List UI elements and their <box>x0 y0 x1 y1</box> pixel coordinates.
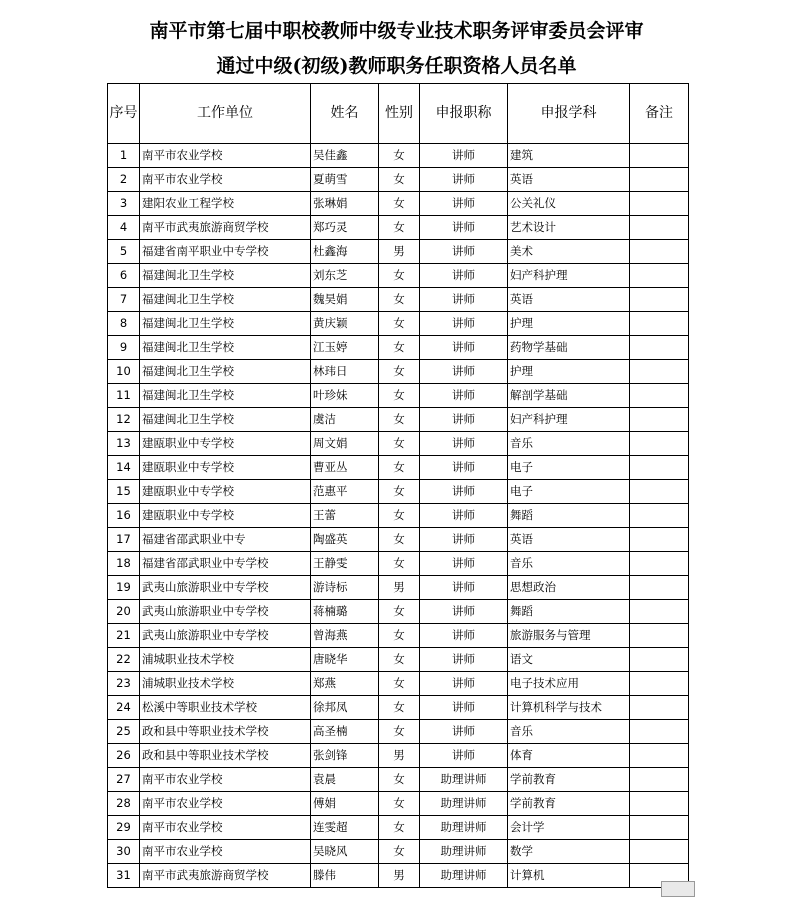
cell-gender: 女 <box>379 696 420 720</box>
cell-title: 讲师 <box>420 720 508 744</box>
cell-unit: 建瓯职业中专学校 <box>140 456 311 480</box>
cell-gender: 女 <box>379 552 420 576</box>
cell-subject: 电子技术应用 <box>508 672 630 696</box>
cell-gender: 男 <box>379 576 420 600</box>
cell-subject: 体育 <box>508 744 630 768</box>
cell-index: 4 <box>108 216 140 240</box>
table-row <box>108 192 689 216</box>
table-row <box>108 552 689 576</box>
cell-remark <box>630 360 689 384</box>
cell-subject: 公关礼仪 <box>508 192 630 216</box>
table-row <box>108 168 689 192</box>
cell-remark <box>630 816 689 840</box>
cell-unit: 南平市武夷旅游商贸学校 <box>140 864 311 888</box>
cell-unit: 政和县中等职业技术学校 <box>140 744 311 768</box>
cell-subject: 英语 <box>508 288 630 312</box>
cell-title: 讲师 <box>420 144 508 168</box>
cell-remark <box>630 432 689 456</box>
header-title: 申报职称 <box>420 84 508 144</box>
cell-gender: 女 <box>379 288 420 312</box>
cell-gender: 女 <box>379 600 420 624</box>
cell-gender: 女 <box>379 384 420 408</box>
cell-name: 张琳娟 <box>311 192 379 216</box>
header-gender: 性别 <box>379 84 420 144</box>
cell-remark <box>630 408 689 432</box>
header-name: 姓名 <box>311 84 379 144</box>
cell-subject: 英语 <box>508 168 630 192</box>
cell-name: 袁晨 <box>311 768 379 792</box>
cell-subject: 音乐 <box>508 552 630 576</box>
cell-gender: 男 <box>379 744 420 768</box>
cell-subject: 护理 <box>508 312 630 336</box>
cell-unit: 福建省南平职业中专学校 <box>140 240 311 264</box>
cell-name: 魏昊娟 <box>311 288 379 312</box>
cell-name: 张剑锋 <box>311 744 379 768</box>
cell-unit: 武夷山旅游职业中专学校 <box>140 576 311 600</box>
cell-index: 9 <box>108 336 140 360</box>
cell-gender: 女 <box>379 720 420 744</box>
cell-gender: 女 <box>379 768 420 792</box>
cell-index: 21 <box>108 624 140 648</box>
cell-subject: 语文 <box>508 648 630 672</box>
cell-unit: 南平市农业学校 <box>140 816 311 840</box>
cell-index: 20 <box>108 600 140 624</box>
cell-remark <box>630 216 689 240</box>
cell-name: 刘东芝 <box>311 264 379 288</box>
table-row <box>108 816 689 840</box>
cell-unit: 武夷山旅游职业中专学校 <box>140 600 311 624</box>
cell-index: 22 <box>108 648 140 672</box>
cell-remark <box>630 720 689 744</box>
cell-index: 23 <box>108 672 140 696</box>
cell-name: 吴佳鑫 <box>311 144 379 168</box>
cell-subject: 学前教育 <box>508 768 630 792</box>
cell-remark <box>630 528 689 552</box>
cell-subject: 舞蹈 <box>508 504 630 528</box>
cell-unit: 建瓯职业中专学校 <box>140 480 311 504</box>
cell-name: 叶珍妹 <box>311 384 379 408</box>
cell-name: 郑燕 <box>311 672 379 696</box>
cell-name: 蒋楠璐 <box>311 600 379 624</box>
cell-gender: 女 <box>379 312 420 336</box>
cell-title: 助理讲师 <box>420 864 508 888</box>
cell-index: 18 <box>108 552 140 576</box>
cell-remark <box>630 264 689 288</box>
table-row <box>108 360 689 384</box>
table-row <box>108 672 689 696</box>
cell-title: 讲师 <box>420 648 508 672</box>
cell-remark <box>630 480 689 504</box>
cell-name: 江玉婷 <box>311 336 379 360</box>
table-row <box>108 144 689 168</box>
cell-unit: 南平市农业学校 <box>140 144 311 168</box>
cell-index: 14 <box>108 456 140 480</box>
cell-index: 25 <box>108 720 140 744</box>
cell-name: 曾海燕 <box>311 624 379 648</box>
cell-subject: 电子 <box>508 480 630 504</box>
cell-subject: 计算机科学与技术 <box>508 696 630 720</box>
cell-subject: 音乐 <box>508 432 630 456</box>
table-row <box>108 648 689 672</box>
cell-remark <box>630 192 689 216</box>
cell-title: 助理讲师 <box>420 816 508 840</box>
cell-remark <box>630 288 689 312</box>
cell-index: 6 <box>108 264 140 288</box>
cell-gender: 女 <box>379 192 420 216</box>
table-row <box>108 840 689 864</box>
cell-title: 讲师 <box>420 480 508 504</box>
cell-name: 杜鑫海 <box>311 240 379 264</box>
document-title-line-1: 南平市第七届中职校教师中级专业技术职务评审委员会评审 <box>149 20 644 42</box>
cell-remark <box>630 576 689 600</box>
cell-unit: 建阳农业工程学校 <box>140 192 311 216</box>
cell-unit: 浦城职业技术学校 <box>140 648 311 672</box>
personnel-table <box>107 83 689 888</box>
cell-index: 16 <box>108 504 140 528</box>
cell-subject: 数学 <box>508 840 630 864</box>
cell-title: 讲师 <box>420 336 508 360</box>
table-row <box>108 480 689 504</box>
cell-unit: 福建闽北卫生学校 <box>140 408 311 432</box>
table-row <box>108 288 689 312</box>
cell-name: 傅娟 <box>311 792 379 816</box>
cell-name: 陶盛英 <box>311 528 379 552</box>
table-row <box>108 264 689 288</box>
cell-remark <box>630 696 689 720</box>
cell-title: 讲师 <box>420 696 508 720</box>
cell-name: 林玮日 <box>311 360 379 384</box>
cell-subject: 舞蹈 <box>508 600 630 624</box>
cell-remark <box>630 768 689 792</box>
cell-title: 讲师 <box>420 192 508 216</box>
table-row <box>108 336 689 360</box>
cell-name: 夏萌雪 <box>311 168 379 192</box>
cell-title: 讲师 <box>420 528 508 552</box>
cell-index: 27 <box>108 768 140 792</box>
cell-title: 讲师 <box>420 408 508 432</box>
table-row <box>108 504 689 528</box>
cell-unit: 福建闽北卫生学校 <box>140 384 311 408</box>
table-row <box>108 312 689 336</box>
cell-title: 讲师 <box>420 288 508 312</box>
cell-name: 吴晓风 <box>311 840 379 864</box>
table-row <box>108 696 689 720</box>
cell-index: 5 <box>108 240 140 264</box>
cell-unit: 南平市农业学校 <box>140 840 311 864</box>
cell-unit: 南平市农业学校 <box>140 792 311 816</box>
cell-gender: 女 <box>379 480 420 504</box>
cell-subject: 建筑 <box>508 144 630 168</box>
cell-title: 讲师 <box>420 432 508 456</box>
cell-gender: 女 <box>379 648 420 672</box>
cell-unit: 武夷山旅游职业中专学校 <box>140 624 311 648</box>
cell-title: 助理讲师 <box>420 768 508 792</box>
cell-gender: 女 <box>379 168 420 192</box>
cell-gender: 女 <box>379 816 420 840</box>
cell-unit: 福建闽北卫生学校 <box>140 360 311 384</box>
cell-remark <box>630 312 689 336</box>
cell-remark <box>630 744 689 768</box>
cell-subject: 妇产科护理 <box>508 264 630 288</box>
cell-index: 17 <box>108 528 140 552</box>
header-remark: 备注 <box>630 84 689 144</box>
cell-name: 范惠平 <box>311 480 379 504</box>
table-row <box>108 240 689 264</box>
cell-unit: 福建闽北卫生学校 <box>140 288 311 312</box>
cell-name: 高圣楠 <box>311 720 379 744</box>
cell-remark <box>630 600 689 624</box>
cell-gender: 女 <box>379 144 420 168</box>
cell-subject: 艺术设计 <box>508 216 630 240</box>
cell-index: 15 <box>108 480 140 504</box>
cell-title: 讲师 <box>420 576 508 600</box>
cell-remark <box>630 240 689 264</box>
cell-remark <box>630 552 689 576</box>
header-unit: 工作单位 <box>140 84 311 144</box>
document-title-line-2: 通过中级(初级)教师职务任职资格人员名单 <box>216 55 577 77</box>
table-row <box>108 408 689 432</box>
cell-gender: 女 <box>379 360 420 384</box>
cell-index: 2 <box>108 168 140 192</box>
cell-subject: 药物学基础 <box>508 336 630 360</box>
cell-subject: 音乐 <box>508 720 630 744</box>
cell-remark <box>630 384 689 408</box>
cell-index: 26 <box>108 744 140 768</box>
table-body <box>108 144 689 888</box>
cell-index: 30 <box>108 840 140 864</box>
cell-gender: 女 <box>379 528 420 552</box>
cell-index: 19 <box>108 576 140 600</box>
table-row <box>108 744 689 768</box>
header-subject: 申报学科 <box>508 84 630 144</box>
cell-subject: 学前教育 <box>508 792 630 816</box>
cell-title: 讲师 <box>420 744 508 768</box>
cell-index: 3 <box>108 192 140 216</box>
cell-gender: 女 <box>379 408 420 432</box>
cell-index: 12 <box>108 408 140 432</box>
cell-unit: 福建省邵武职业中专学校 <box>140 552 311 576</box>
cell-title: 讲师 <box>420 264 508 288</box>
cell-gender: 女 <box>379 792 420 816</box>
cell-title: 讲师 <box>420 672 508 696</box>
cell-remark <box>630 336 689 360</box>
cell-gender: 女 <box>379 456 420 480</box>
cell-subject: 英语 <box>508 528 630 552</box>
table-row <box>108 216 689 240</box>
table-row <box>108 720 689 744</box>
cell-remark <box>630 504 689 528</box>
cell-subject: 思想政治 <box>508 576 630 600</box>
cell-name: 王蕾 <box>311 504 379 528</box>
cell-gender: 女 <box>379 672 420 696</box>
cell-subject: 妇产科护理 <box>508 408 630 432</box>
cell-subject: 美术 <box>508 240 630 264</box>
cell-name: 虞洁 <box>311 408 379 432</box>
cell-name: 唐晓华 <box>311 648 379 672</box>
cell-index: 7 <box>108 288 140 312</box>
table-row <box>108 456 689 480</box>
cell-title: 讲师 <box>420 216 508 240</box>
cell-unit: 南平市农业学校 <box>140 768 311 792</box>
cell-title: 讲师 <box>420 504 508 528</box>
cell-unit: 南平市农业学校 <box>140 168 311 192</box>
cell-title: 讲师 <box>420 312 508 336</box>
table-row <box>108 864 689 888</box>
cell-remark <box>630 672 689 696</box>
cell-title: 讲师 <box>420 624 508 648</box>
cell-name: 徐邦凤 <box>311 696 379 720</box>
table-row <box>108 768 689 792</box>
cell-index: 29 <box>108 816 140 840</box>
cell-subject: 护理 <box>508 360 630 384</box>
cell-name: 周文娟 <box>311 432 379 456</box>
cell-index: 13 <box>108 432 140 456</box>
cell-title: 讲师 <box>420 552 508 576</box>
cell-name: 曹亚丛 <box>311 456 379 480</box>
cell-remark <box>630 648 689 672</box>
cell-remark <box>630 168 689 192</box>
cell-name: 郑巧灵 <box>311 216 379 240</box>
cell-title: 讲师 <box>420 600 508 624</box>
cell-subject: 解剖学基础 <box>508 384 630 408</box>
cell-gender: 女 <box>379 840 420 864</box>
cell-remark <box>630 792 689 816</box>
cell-unit: 福建闽北卫生学校 <box>140 336 311 360</box>
cell-gender: 女 <box>379 216 420 240</box>
cell-gender: 女 <box>379 336 420 360</box>
cell-subject: 电子 <box>508 456 630 480</box>
table-row <box>108 600 689 624</box>
cell-index: 1 <box>108 144 140 168</box>
cell-title: 讲师 <box>420 384 508 408</box>
table-row <box>108 528 689 552</box>
cell-remark <box>630 624 689 648</box>
cell-title: 讲师 <box>420 456 508 480</box>
cell-subject: 旅游服务与管理 <box>508 624 630 648</box>
cell-gender: 女 <box>379 624 420 648</box>
cell-title: 助理讲师 <box>420 792 508 816</box>
cell-index: 24 <box>108 696 140 720</box>
cell-unit: 政和县中等职业技术学校 <box>140 720 311 744</box>
cell-title: 助理讲师 <box>420 840 508 864</box>
cell-remark <box>630 144 689 168</box>
cell-name: 黄庆颖 <box>311 312 379 336</box>
table-row <box>108 576 689 600</box>
cell-gender: 女 <box>379 504 420 528</box>
cell-unit: 浦城职业技术学校 <box>140 672 311 696</box>
cell-index: 8 <box>108 312 140 336</box>
cell-unit: 南平市武夷旅游商贸学校 <box>140 216 311 240</box>
cell-unit: 建瓯职业中专学校 <box>140 432 311 456</box>
table-row <box>108 432 689 456</box>
table-row <box>108 384 689 408</box>
table-row <box>108 624 689 648</box>
cell-index: 31 <box>108 864 140 888</box>
cell-title: 讲师 <box>420 240 508 264</box>
corner-overlay <box>661 881 695 897</box>
cell-gender: 女 <box>379 432 420 456</box>
cell-unit: 松溪中等职业技术学校 <box>140 696 311 720</box>
cell-name: 王静雯 <box>311 552 379 576</box>
cell-gender: 男 <box>379 864 420 888</box>
cell-gender: 男 <box>379 240 420 264</box>
header-index: 序号 <box>108 84 140 144</box>
cell-gender: 女 <box>379 264 420 288</box>
cell-index: 28 <box>108 792 140 816</box>
cell-index: 11 <box>108 384 140 408</box>
cell-unit: 福建闽北卫生学校 <box>140 264 311 288</box>
cell-unit: 福建省邵武职业中专 <box>140 528 311 552</box>
cell-index: 10 <box>108 360 140 384</box>
cell-subject: 会计学 <box>508 816 630 840</box>
cell-name: 游诗标 <box>311 576 379 600</box>
cell-name: 滕伟 <box>311 864 379 888</box>
cell-remark <box>630 456 689 480</box>
cell-title: 讲师 <box>420 360 508 384</box>
table-row <box>108 792 689 816</box>
cell-title: 讲师 <box>420 168 508 192</box>
cell-remark <box>630 840 689 864</box>
cell-unit: 福建闽北卫生学校 <box>140 312 311 336</box>
cell-subject: 计算机 <box>508 864 630 888</box>
cell-unit: 建瓯职业中专学校 <box>140 504 311 528</box>
table-header-row <box>108 84 689 144</box>
cell-name: 连雯超 <box>311 816 379 840</box>
